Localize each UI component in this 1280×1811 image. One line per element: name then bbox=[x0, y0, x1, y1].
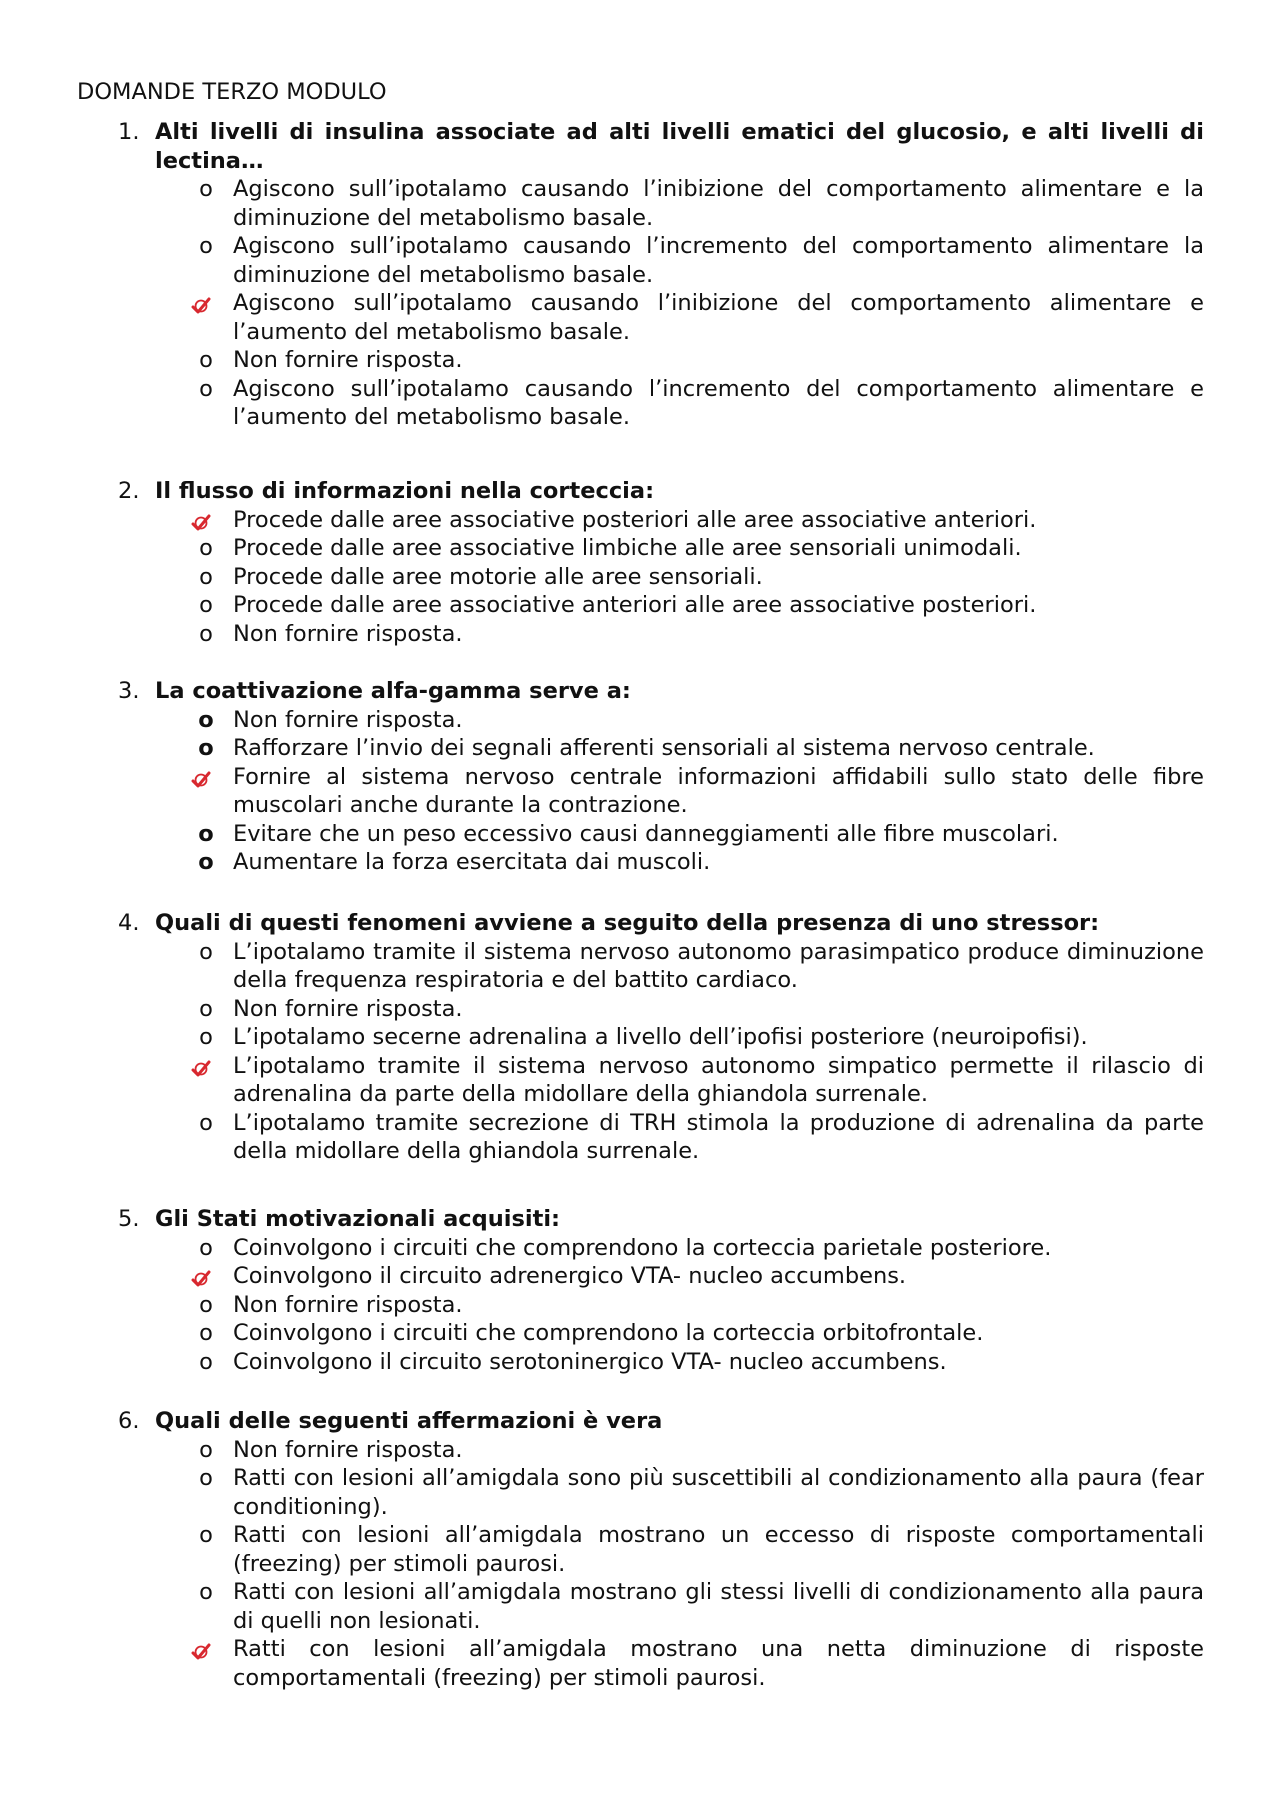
answer-option bbox=[118, 375, 1204, 432]
question-number: 6. bbox=[118, 1408, 140, 1434]
bullet-icon: o bbox=[199, 1579, 213, 1605]
answer-option-text: Coinvolgono i circuiti che comprendono la corteccia orbitofrontale. bbox=[233, 1320, 984, 1346]
bullet-icon: o bbox=[199, 1348, 213, 1375]
answer-option-text: Coinvolgono il circuito adrenergico VTA- nucleo accumbens. bbox=[233, 1263, 907, 1289]
answer-option-text: Procede dalle aree associative limbiche alle aree sensoriali unimodali. bbox=[233, 535, 1022, 561]
answer-option-selected bbox=[118, 1262, 1204, 1291]
answer-option-text: L’ipotalamo tramite secrezione di TRH stimola la produzione di adrenalina da parte della midollare della ghiandola surrenale. bbox=[233, 1109, 1204, 1164]
answer-option bbox=[118, 1578, 1204, 1635]
question-label: Quali delle seguenti affermazioni è vera bbox=[155, 1408, 663, 1434]
answer-option-text: Procede dalle aree associative posteriori alle aree associative anteriori. bbox=[233, 506, 1037, 533]
bullet-icon: o bbox=[199, 347, 213, 373]
document-title: DOMANDE TERZO MODULO bbox=[77, 79, 387, 105]
answer-option bbox=[118, 346, 1204, 375]
bullet-icon: o bbox=[198, 849, 214, 875]
answer-option-selected bbox=[118, 506, 1204, 535]
question-3 bbox=[118, 677, 1204, 877]
answer-options bbox=[118, 706, 1204, 877]
question-label: Il flusso di informazioni nella corteccia: bbox=[155, 478, 655, 504]
answer-option bbox=[118, 706, 1204, 735]
answer-option-text: Non fornire risposta. bbox=[233, 995, 463, 1022]
red-checkmark-icon bbox=[191, 513, 211, 533]
answer-option-text: Procede dalle aree motorie alle aree sensoriali. bbox=[233, 563, 763, 590]
question-number: 2. bbox=[118, 478, 140, 504]
question-5 bbox=[118, 1205, 1204, 1376]
question-number: 4. bbox=[118, 910, 140, 936]
bullet-icon: o bbox=[199, 375, 213, 402]
question-text bbox=[118, 477, 1204, 506]
answer-option-text: Ratti con lesioni all’amigdala mostrano un eccesso di risposte comportamentali (freezing) per stimoli paurosi. bbox=[233, 1522, 1204, 1577]
answer-option-text: Non fornire risposta. bbox=[233, 1436, 463, 1463]
answer-option-text: Non fornire risposta. bbox=[233, 1291, 463, 1318]
bullet-icon: o bbox=[198, 820, 214, 847]
answer-option-text: L’ipotalamo tramite il sistema nervoso autonomo parasimpatico produce diminuzione della frequenza respiratoria e del battito cardiaco. bbox=[233, 938, 1204, 993]
red-checkmark-icon bbox=[191, 1642, 211, 1662]
question-text bbox=[118, 909, 1204, 938]
answer-option bbox=[118, 620, 1204, 649]
answer-option-text: Procede dalle aree associative anteriori alle aree associative posteriori. bbox=[233, 592, 1037, 618]
answer-option-selected bbox=[118, 289, 1204, 346]
answer-option bbox=[118, 1319, 1204, 1348]
bullet-icon: o bbox=[199, 938, 213, 965]
answer-option-text: Rafforzare l’invio dei segnali afferenti sensoriali al sistema nervoso centrale. bbox=[233, 735, 1095, 761]
answer-option-selected bbox=[118, 1635, 1204, 1692]
answer-option-text: Non fornire risposta. bbox=[233, 620, 463, 647]
answer-option-text: Fornire al sistema nervoso centrale informazioni affidabili sullo stato delle fibre muscolari anche durante la contrazione. bbox=[233, 763, 1204, 818]
answer-option bbox=[118, 1464, 1204, 1521]
question-label: Alti livelli di insulina associate ad alti livelli ematici del glucosio, e alti livelli di lectina… bbox=[155, 119, 1204, 174]
answer-option bbox=[118, 232, 1204, 289]
answer-option bbox=[118, 1521, 1204, 1578]
question-label: Gli Stati motivazionali acquisiti: bbox=[155, 1206, 561, 1232]
question-text bbox=[118, 118, 1204, 175]
question-label: La coattivazione alfa-gamma serve a: bbox=[155, 678, 631, 704]
bullet-icon: o bbox=[199, 995, 213, 1022]
answer-option-text: Ratti con lesioni all’amigdala mostrano una netta diminuzione di risposte comportamentali (freezing) per stimoli paurosi. bbox=[233, 1636, 1204, 1691]
bullet-icon: o bbox=[199, 1024, 213, 1050]
answer-option-text: Evitare che un peso eccessivo causi danneggiamenti alle fibre muscolari. bbox=[233, 820, 1059, 847]
answer-option-selected bbox=[118, 1052, 1204, 1109]
question-1 bbox=[118, 118, 1204, 432]
answer-options bbox=[118, 506, 1204, 649]
answer-option-selected bbox=[118, 763, 1204, 820]
answer-option bbox=[118, 995, 1204, 1024]
answer-option-text: L’ipotalamo secerne adrenalina a livello dell’ipofisi posteriore (neuroipofisi). bbox=[233, 1024, 1088, 1050]
bullet-icon: o bbox=[198, 706, 214, 733]
bullet-icon: o bbox=[199, 1291, 213, 1318]
red-checkmark-icon bbox=[191, 296, 211, 316]
question-number: 3. bbox=[118, 678, 140, 704]
bullet-icon: o bbox=[199, 176, 213, 202]
bullet-icon: o bbox=[199, 1436, 213, 1463]
bullet-icon: o bbox=[199, 535, 213, 561]
answer-options bbox=[118, 1234, 1204, 1377]
answer-options bbox=[118, 938, 1204, 1166]
bullet-icon: o bbox=[199, 1234, 213, 1261]
answer-options bbox=[118, 1436, 1204, 1693]
answer-option bbox=[118, 534, 1204, 563]
answer-option-text: Agiscono sull’ipotalamo causando l’inibizione del comportamento alimentare e la diminuzione del metabolismo basale. bbox=[233, 176, 1204, 231]
answer-option-text: Ratti con lesioni all’amigdala mostrano gli stessi livelli di condizionamento alla paura di quelli non lesionati. bbox=[233, 1579, 1204, 1634]
answer-option-text: Agiscono sull’ipotalamo causando l’inibizione del comportamento alimentare e l’aumento del metabolismo basale. bbox=[233, 290, 1204, 345]
bullet-icon: o bbox=[199, 563, 213, 590]
bullet-icon: o bbox=[199, 233, 213, 259]
bullet-icon: o bbox=[199, 620, 213, 647]
bullet-icon: o bbox=[199, 1320, 213, 1346]
answer-option-text: Ratti con lesioni all’amigdala sono più suscettibili al condizionamento alla paura (fear conditioning). bbox=[233, 1465, 1204, 1520]
answer-option bbox=[118, 938, 1204, 995]
answer-option bbox=[118, 1109, 1204, 1166]
answer-option-text: Non fornire risposta. bbox=[233, 347, 463, 373]
bullet-icon: o bbox=[199, 592, 213, 618]
answer-options bbox=[118, 175, 1204, 432]
answer-option bbox=[118, 1348, 1204, 1377]
red-checkmark-icon bbox=[191, 770, 211, 790]
question-text bbox=[118, 677, 1204, 706]
red-checkmark-icon bbox=[191, 1269, 211, 1289]
question-number: 5. bbox=[118, 1206, 140, 1232]
answer-option-text: Coinvolgono il circuito serotoninergico VTA- nucleo accumbens. bbox=[233, 1348, 947, 1375]
answer-option-text: Agiscono sull’ipotalamo causando l’incremento del comportamento alimentare la diminuzione del metabolismo basale. bbox=[233, 233, 1204, 288]
answer-option bbox=[118, 1023, 1204, 1052]
bullet-icon: o bbox=[199, 1465, 213, 1491]
answer-option bbox=[118, 820, 1204, 849]
question-label: Quali di questi fenomeni avviene a seguito della presenza di uno stressor: bbox=[155, 910, 1100, 936]
answer-option bbox=[118, 734, 1204, 763]
answer-option-text: Agiscono sull’ipotalamo causando l’incremento del comportamento alimentare e l’aumento del metabolismo basale. bbox=[233, 375, 1204, 430]
answer-option-text: Aumentare la forza esercitata dai muscoli. bbox=[233, 849, 711, 875]
question-text bbox=[118, 1205, 1204, 1234]
answer-option bbox=[118, 1291, 1204, 1320]
question-text bbox=[118, 1407, 1204, 1436]
bullet-icon: o bbox=[199, 1522, 213, 1548]
answer-option-text: L’ipotalamo tramite il sistema nervoso autonomo simpatico permette il rilascio di adrenalina da parte della midollare della ghiandola surrenale. bbox=[233, 1052, 1204, 1107]
question-6 bbox=[118, 1407, 1204, 1692]
bullet-icon: o bbox=[199, 1109, 213, 1136]
answer-option bbox=[118, 1436, 1204, 1465]
bullet-icon: o bbox=[198, 735, 214, 761]
red-checkmark-icon bbox=[191, 1059, 211, 1079]
answer-option bbox=[118, 1234, 1204, 1263]
question-4 bbox=[118, 909, 1204, 1166]
answer-option bbox=[118, 848, 1204, 877]
answer-option-text: Coinvolgono i circuiti che comprendono la corteccia parietale posteriore. bbox=[233, 1234, 1052, 1261]
question-2 bbox=[118, 477, 1204, 648]
question-number: 1. bbox=[118, 119, 140, 145]
answer-option bbox=[118, 175, 1204, 232]
answer-option bbox=[118, 563, 1204, 592]
answer-option-text: Non fornire risposta. bbox=[233, 706, 463, 733]
answer-option bbox=[118, 591, 1204, 620]
